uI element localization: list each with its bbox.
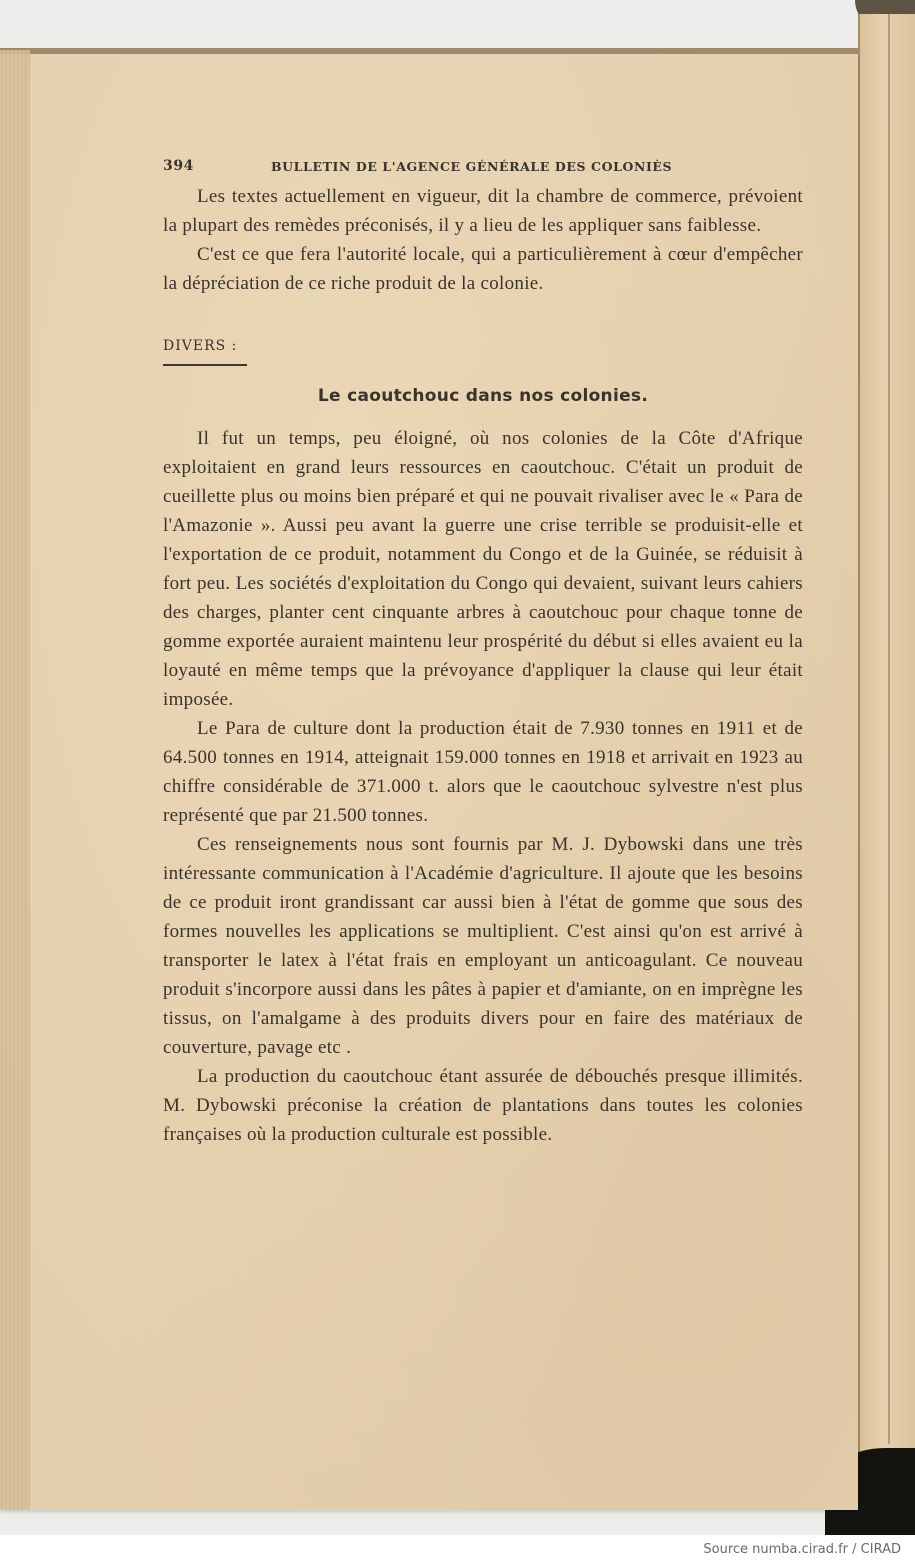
running-head	[163, 158, 803, 182]
intro-paragraph-2: C'est ce que fera l'autorité locale, qui a particulièrement à cœur d'empêcher la dépréciation de ce riche produit de la colonie.	[163, 244, 803, 294]
source-credit: Source numba.cirad.fr / CIRAD	[703, 1542, 901, 1557]
book-spine-pages	[858, 14, 915, 1524]
article-title: Le caoutchouc dans nos colonies.	[317, 385, 649, 406]
article-paragraph-3: Ces renseignements nous sont fournis par M. J. Dybowski dans une très intéressante communication à l'Académie d'agriculture. Il ajoute que les besoins de ce produit iront grandissant car aussi bien à l'état de gomme que sous des formes nouvelles les applications se multiplient. C'est ainsi qu'on est arrivé à transporter le latex à l'état frais en employant un anticoagulant. Ce nouveau produit s'incorpore aussi dans les pâtes à papier et d'amiante, on en imprègne les tissus, on l'amalgame à des produits divers pour en faire des matériaux de couverture, pavage etc .	[163, 833, 803, 1058]
page-content	[163, 158, 803, 1149]
article-paragraph-2: Le Para de culture dont la production était de 7.930 tonnes en 1911 et de 64.500 tonnes en 1914, atteignait 159.000 tonnes en 1918 et arrivait en 1923 au chiffre considérable de 371.000 t. alors que le caoutchouc sylvestre n'est plus représenté que par 21.500 tonnes.	[163, 717, 803, 826]
running-title: BULLETIN DE L'AGENCE GÉNÉRALE DES COLONIÈS	[271, 159, 673, 174]
page-stack-edge	[0, 50, 30, 1510]
page-top-edge	[0, 48, 860, 54]
article-paragraph-1: Il fut un temps, peu éloigné, où nos colonies de la Côte d'Afrique exploitaient en grand leurs ressources en caoutchouc. C'était un produit de cueillette plus ou moins bien préparé et qui ne pouvait rivaliser avec le « Para de l'Amazonie ». Aussi peu avant la guerre une crise terrible se produisit-elle et l'exportation de ce produit, notamment du Congo et de la Guinée, se réduisit à fort peu. Les sociétés d'exploitation du Congo qui devaient, suivant leurs cahiers des charges, planter cent cinquante arbres à caoutchouc pour chaque tonne de gomme exportée auraient maintenu leur prospérité du début si elles avaient eu la loyauté en même temps que la prévoyance d'appliquer la clause qui leur était imposée.	[163, 427, 803, 710]
section-label: DIVERS :	[163, 338, 238, 354]
section-divider	[163, 364, 247, 366]
spine-fold-line	[888, 14, 890, 1444]
page-number: 394	[163, 158, 195, 174]
article-paragraph-4: La production du caoutchouc étant assurée de débouchés presque illimités. M. Dybowski préconise la création de plantations dans toutes les colonies françaises où la production culturale est possible.	[163, 1065, 803, 1145]
intro-paragraph-1: Les textes actuellement en vigueur, dit la chambre de commerce, prévoient la plupart des remèdes préconisés, il y a lieu de les appliquer sans faiblesse.	[163, 186, 803, 236]
